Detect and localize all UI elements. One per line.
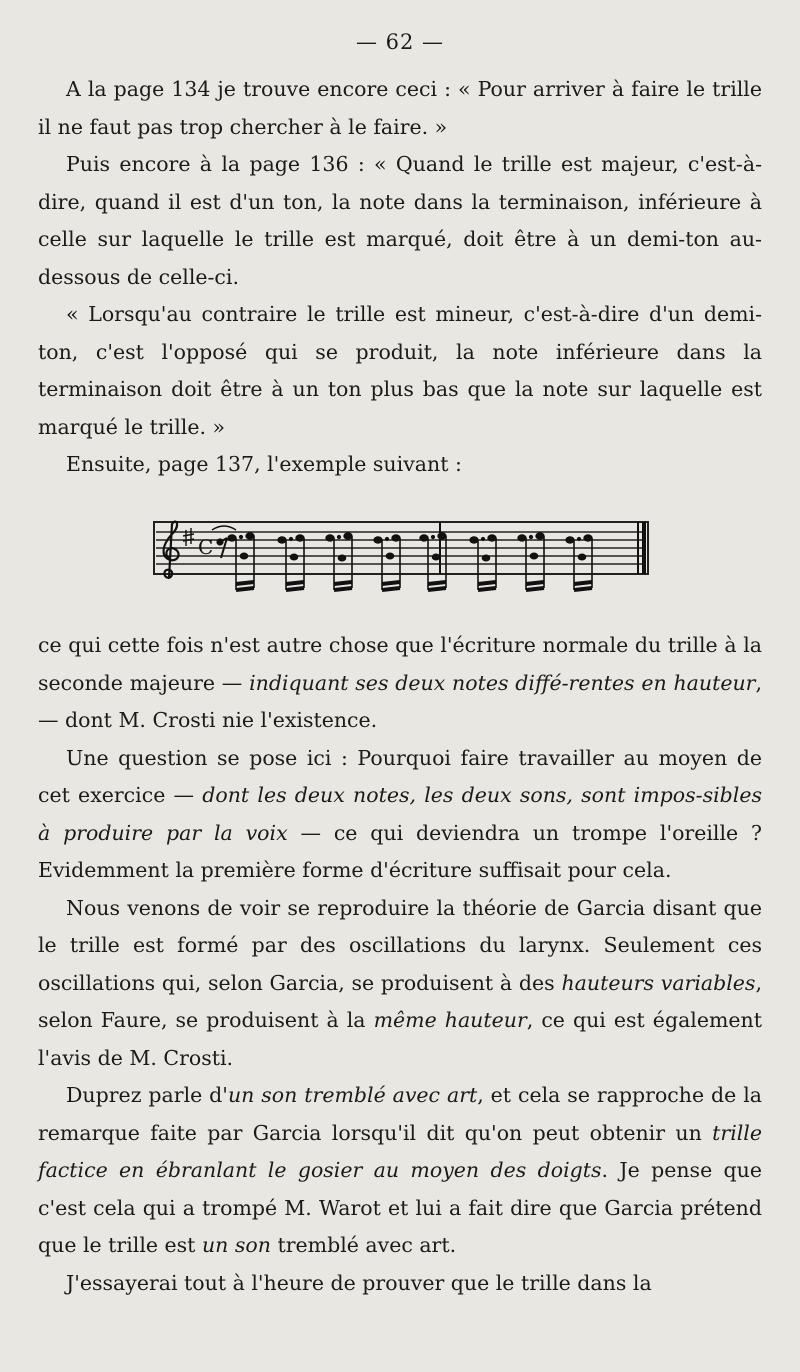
paragraph bbox=[38, 146, 762, 296]
beam bbox=[382, 588, 400, 590]
dot bbox=[337, 535, 340, 538]
note-head bbox=[392, 535, 400, 541]
beam bbox=[478, 582, 496, 584]
note-head bbox=[518, 535, 526, 541]
dot bbox=[289, 537, 292, 540]
paragraph bbox=[38, 740, 762, 890]
note-head bbox=[228, 535, 236, 541]
text-run: Une question se pose ici : Pourquoi faire travailler au moyen de cet exercice — bbox=[38, 745, 762, 807]
text-run: Duprez parle d' bbox=[66, 1083, 228, 1107]
beam bbox=[526, 588, 544, 590]
page-number: — 62 — bbox=[355, 30, 445, 54]
dot bbox=[481, 537, 484, 540]
note-head bbox=[420, 535, 428, 541]
italic-text: dont les deux notes, les deux sons, sont impos-sibles à produire par la voix bbox=[38, 783, 762, 845]
note-head bbox=[470, 537, 478, 543]
text-run: . Je pense que c'est cela qui a trompé M. Warot et lui a fait dire que Garcia prétend que le trille est bbox=[38, 1158, 763, 1257]
text-run: — ce qui deviendra un trompe l'oreille ? Evidemment la première forme d'écriture suffisait pour cela. bbox=[38, 820, 762, 882]
note-head bbox=[438, 533, 446, 539]
text-run: J'essayerai tout à l'heure de prouver que le trille dans la bbox=[66, 1270, 652, 1295]
dot bbox=[431, 535, 434, 538]
beam bbox=[382, 582, 400, 584]
music-example-figure bbox=[152, 516, 650, 600]
paragraph bbox=[38, 1077, 762, 1265]
paragraph bbox=[38, 296, 762, 446]
beam bbox=[574, 588, 592, 590]
text-block-bottom bbox=[38, 627, 762, 1302]
text-run: Nous venons de voir se reproduire la théorie de Garcia disant que le trille est formé par des oscillations du larynx. Seulement ces oscillations qui, selon Garcia, se produisent à des bbox=[38, 895, 762, 995]
text-run: ce qui cette fois n'est autre chose que l'écriture normale du trille à la seconde majeure — bbox=[38, 633, 762, 695]
dot bbox=[239, 535, 242, 538]
note-head bbox=[488, 535, 496, 541]
italic-text: trille factice en ébranlant le gosier au moyen des doigts bbox=[38, 1120, 762, 1182]
common-time: C bbox=[198, 535, 214, 559]
beam bbox=[236, 588, 254, 590]
dot bbox=[385, 537, 388, 540]
beam bbox=[478, 588, 496, 590]
sharp-sign bbox=[183, 528, 194, 546]
italic-text: hauteurs variables bbox=[561, 970, 756, 995]
text-run: , ce qui est également l'avis de M. Crosti. bbox=[38, 1008, 762, 1070]
beam bbox=[574, 582, 592, 584]
paragraph bbox=[38, 627, 762, 740]
note-head bbox=[584, 535, 592, 541]
beam bbox=[286, 582, 304, 584]
paragraph bbox=[38, 71, 762, 146]
note-head bbox=[432, 554, 440, 560]
paragraph bbox=[38, 890, 762, 1078]
text-run: tremblé avec art. bbox=[270, 1233, 457, 1257]
note-head bbox=[246, 533, 254, 539]
note-head bbox=[290, 554, 298, 560]
note-head bbox=[530, 553, 538, 559]
note-head bbox=[326, 535, 334, 541]
note-head bbox=[374, 537, 382, 543]
text-run: A la page 134 je trouve encore ceci : « Pour arriver à faire le trille il ne faut pas trop chercher à le faire. » bbox=[38, 77, 762, 139]
beam bbox=[236, 582, 254, 584]
text-run: Ensuite, page 137, l'exemple suivant : bbox=[66, 452, 462, 476]
text-run: Puis encore à la page 136 : « Quand le trille est majeur, c'est-à-dire, quand il est d'un ton, la note dans la terminaison, inférieure à celle sur laquelle le trille est marqué, doit être à un demi-ton au-dessous de celle-ci. bbox=[38, 152, 762, 289]
treble-clef bbox=[164, 522, 179, 578]
dot bbox=[529, 535, 532, 538]
text-run: , selon Faure, se produisent à la bbox=[38, 970, 762, 1032]
note-head bbox=[338, 555, 346, 561]
note-head bbox=[482, 555, 490, 561]
tie bbox=[212, 526, 236, 530]
beam bbox=[428, 588, 446, 590]
beam bbox=[286, 588, 304, 590]
note-head bbox=[296, 535, 304, 541]
beam bbox=[428, 582, 446, 584]
note-head bbox=[386, 553, 394, 559]
note-head bbox=[240, 553, 248, 559]
beam bbox=[334, 582, 352, 584]
beam bbox=[334, 588, 352, 590]
text-run: « Lorsqu'au contraire le trille est mineur, c'est-à-dire d'un demi-ton, c'est l'opposé qui se produit, la note inférieure dans la terminaison doit être à un ton plus bas que la note sur laquelle est marqué le trille. » bbox=[38, 302, 762, 439]
note-head bbox=[536, 533, 544, 539]
italic-text: même hauteur bbox=[373, 1008, 527, 1032]
note-head bbox=[578, 554, 586, 560]
beam bbox=[526, 582, 544, 584]
dot bbox=[577, 537, 580, 540]
note-head bbox=[566, 537, 574, 543]
text-block-top bbox=[38, 71, 762, 484]
note-head bbox=[278, 537, 286, 543]
italic-text: un son tremblé avec art bbox=[227, 1083, 478, 1107]
paragraph bbox=[38, 446, 762, 484]
note-groups bbox=[212, 526, 592, 590]
note-head bbox=[344, 533, 352, 539]
paragraph bbox=[38, 1265, 762, 1303]
text-run: , — dont M. Crosti nie l'existence. bbox=[38, 670, 762, 732]
text-run: , et cela se rapproche de la remarque faite par Garcia lorsqu'il dit qu'on peut obtenir un bbox=[38, 1083, 762, 1145]
italic-text: un son bbox=[201, 1233, 271, 1257]
italic-text: indiquant ses deux notes diffé-rentes en hauteur bbox=[249, 670, 756, 695]
